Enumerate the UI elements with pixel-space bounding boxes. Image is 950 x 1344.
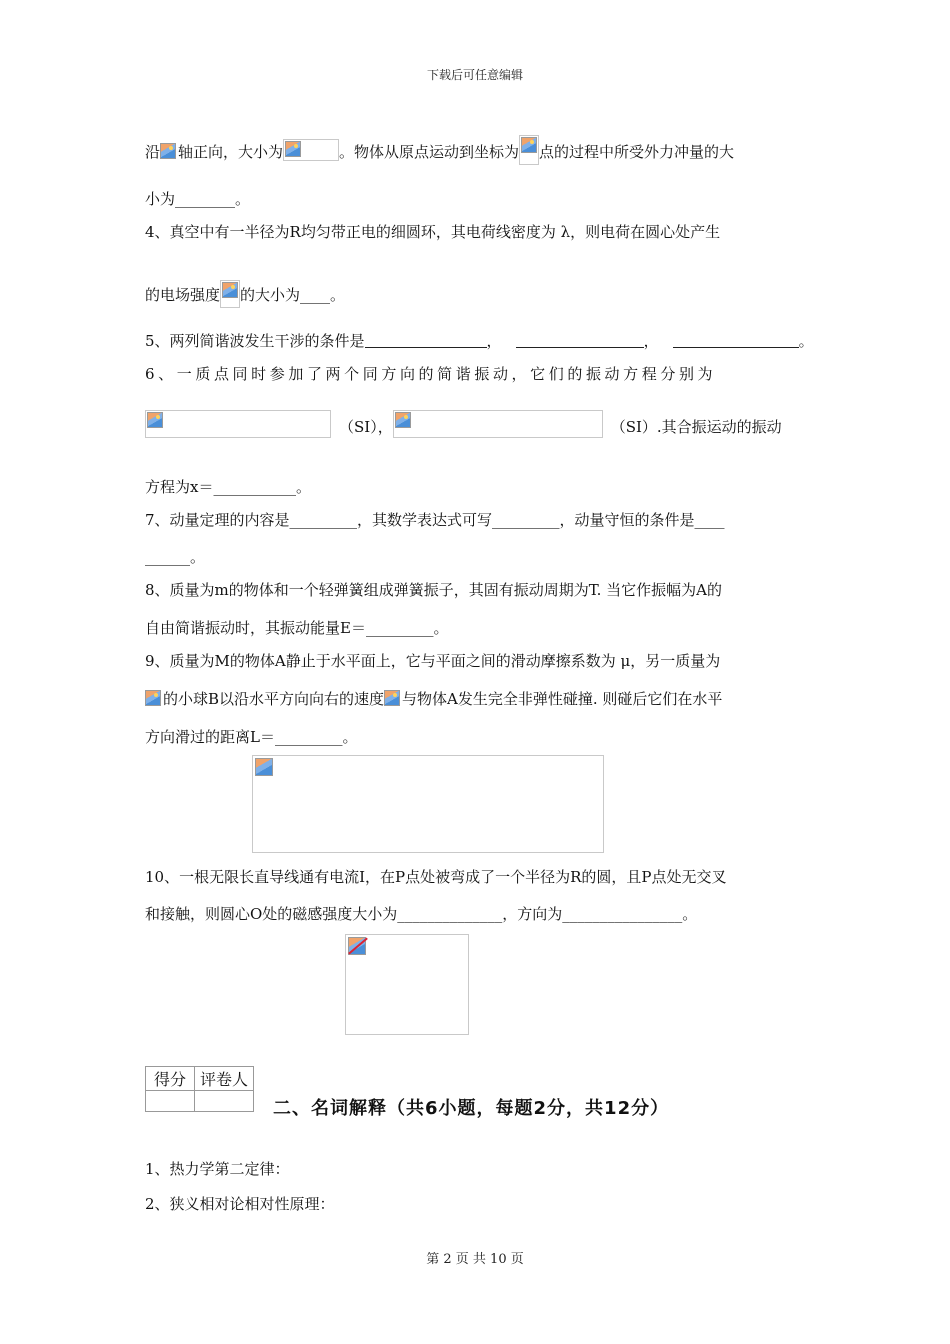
score-table (145, 1066, 254, 1112)
q5-blank-1 (365, 333, 487, 348)
magnitude-formula-image (283, 139, 339, 161)
q9-line3: 方向滑过的距离L＝_________。 (145, 728, 358, 746)
q6-line3: 方程为x＝___________。 (145, 478, 311, 496)
q7-line1: 7、动量定理的内容是_________，其数学表达式可写_________，动量守恒的条件是____ (145, 511, 725, 529)
field-strength-formula-image (220, 280, 240, 308)
q5-blank-3 (673, 333, 799, 348)
term-item-2: 2、狭义相对论相对性原理： (145, 1195, 335, 1213)
velocity-image-icon (384, 690, 402, 708)
grader-header: 评卷人 (195, 1067, 254, 1091)
page-footer: 第 2 页 共 10 页 (426, 1252, 524, 1267)
q4-line2: 的电场强度 的大小为____。 (145, 280, 345, 308)
section-title: 二、名词解释（共6小题，每题2分，共12分） (273, 1098, 670, 1119)
grader-cell (195, 1091, 254, 1112)
q9-line2: 的小球B以沿水平方向向右的速度 与物体A发生完全非弹性碰撞. 则碰后它们在水平 (145, 688, 722, 710)
term-item-1: 1、热力学第二定律： (145, 1160, 290, 1178)
q10-line2: 和接触，则圆心O处的磁感强度大小为______________，方向为________________。 (145, 905, 698, 923)
q9-figure (252, 755, 604, 853)
vibration-equation-2-image (393, 410, 603, 438)
coordinate-formula-image (519, 135, 539, 165)
axis-image-icon (160, 143, 178, 161)
q10-figure (345, 934, 469, 1035)
mass-m-image-icon (145, 690, 163, 708)
q7-line2: ______。 (145, 548, 206, 566)
vibration-equation-1-image (145, 410, 331, 438)
q8-line2: 自由简谐振动时，其振动能量E＝_________。 (145, 619, 449, 637)
q4-line1: 4、真空中有一半径为R均匀带正电的细圆环，其电荷线密度为 λ，则电荷在圆心处产生 (145, 223, 721, 241)
q6-line2: （SI）， （SI）.其合振运动的振动 (145, 410, 782, 438)
q10-line1: 10、一根无限长直导线通有电流I，在P点处被弯成了一个半径为R的圆，且P点处无交叉 (145, 868, 727, 886)
q5-line: 5、两列简谐波发生干涉的条件是 ， ， 。 (145, 332, 814, 350)
score-cell (146, 1091, 195, 1112)
q3-line1: 沿 轴正向，大小为 。物体从原点运动到坐标为 点的过程中所受外力冲量的大 (145, 135, 734, 165)
q9-line1: 9、质量为M的物体A静止于水平面上，它与平面之间的滑动摩擦系数为 μ，另一质量为 (145, 652, 721, 670)
q3-line2: 小为________。 (145, 190, 251, 208)
broken-image-icon (348, 937, 366, 955)
q6-line1: 6、一质点同时参加了两个同方向的简谐振动，它们的振动方程分别为 (145, 365, 717, 383)
page-header: 下载后可任意编辑 (426, 68, 523, 82)
q8-line1: 8、质量为m的物体和一个轻弹簧组成弹簧振子，其固有振动周期为T. 当它作振幅为A的 (145, 581, 722, 599)
figure-image-icon (255, 758, 273, 776)
q5-blank-2 (516, 333, 644, 348)
score-header: 得分 (146, 1067, 195, 1091)
